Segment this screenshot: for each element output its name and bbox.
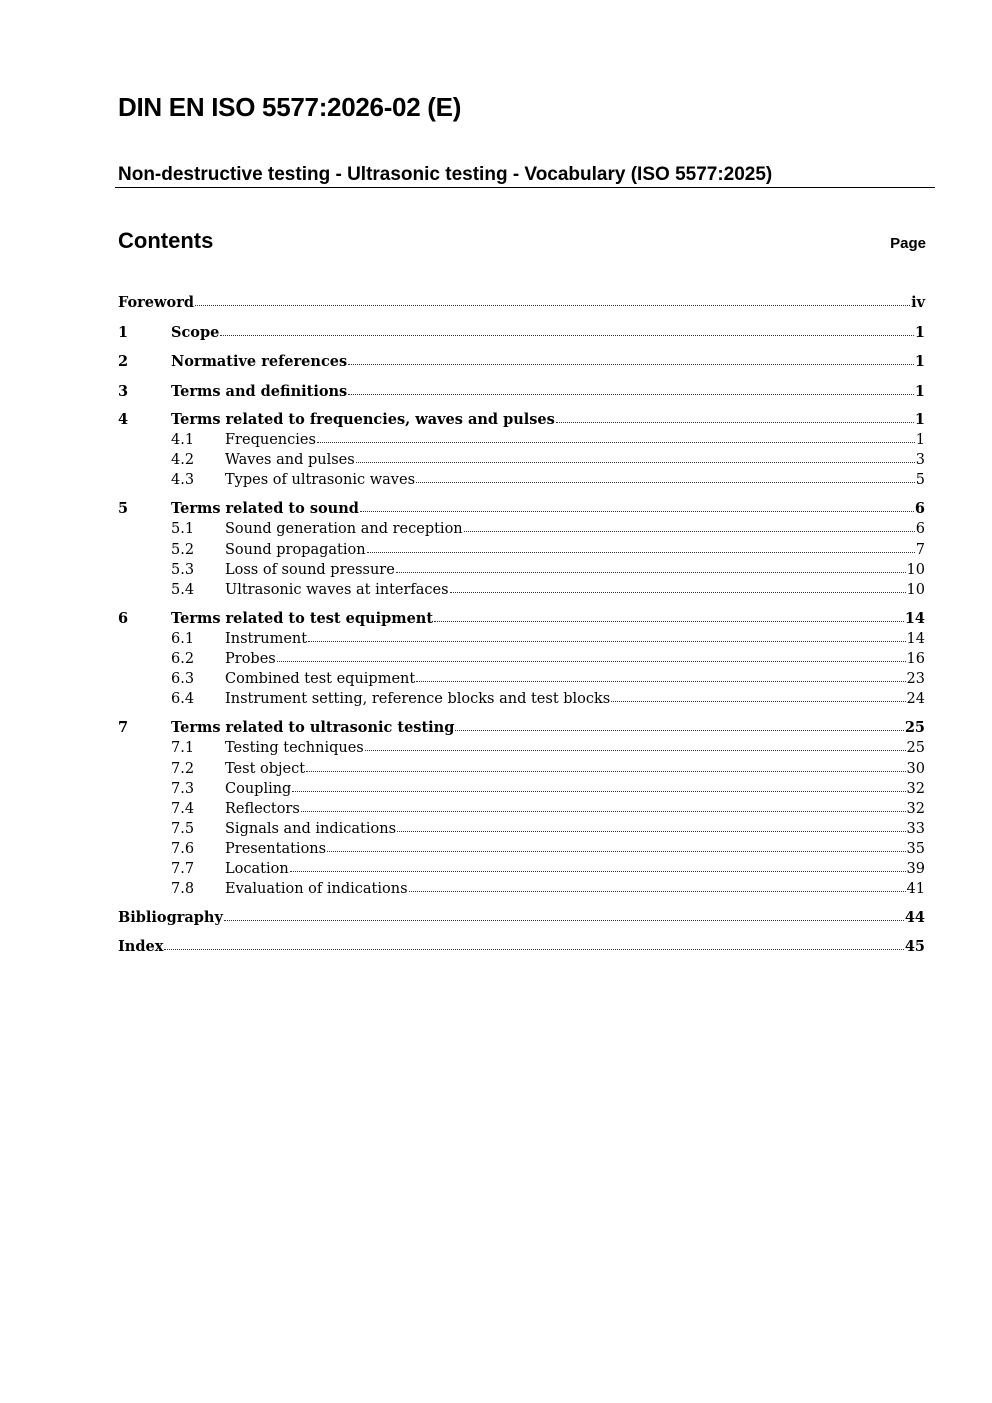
toc-entry-7-8[interactable]: [118, 879, 925, 899]
toc-entry-number: 5.3: [171, 561, 195, 578]
toc-entry-6-1[interactable]: [118, 629, 925, 649]
toc-entry-section-5[interactable]: [118, 499, 925, 519]
toc-entry-number: 7.1: [171, 740, 195, 757]
toc-entry-7-3[interactable]: [118, 779, 925, 799]
toc-entry-page: iv: [911, 294, 925, 311]
toc-entry-page: 6: [915, 521, 925, 538]
dot-leader: [356, 461, 915, 463]
dot-leader: [220, 334, 914, 336]
toc-entry-section-4[interactable]: [118, 410, 925, 430]
dot-leader: [317, 441, 915, 443]
toc-entry-number: 7.6: [171, 840, 195, 857]
dot-leader: [306, 770, 906, 772]
toc-entry-number: 5: [118, 500, 129, 518]
toc-entry-title: Terms related to test equipment: [171, 609, 434, 627]
toc-entry-number: 2: [118, 353, 129, 370]
toc-entry-page: 24: [906, 691, 925, 708]
toc-entry-title: Terms related to frequencies, waves and pulses: [171, 411, 555, 428]
toc-entry-title: Frequencies: [225, 432, 316, 449]
toc-entry-page: 32: [906, 800, 925, 817]
toc-entry-bibliography[interactable]: [118, 908, 925, 937]
toc-entry-title: Test object: [225, 760, 306, 777]
toc-entry-number: 7.5: [171, 820, 195, 837]
toc-entry-title: Sound generation and reception: [225, 521, 463, 538]
toc-entry-page: 33: [906, 820, 925, 837]
toc-entry-7-1[interactable]: [118, 738, 925, 758]
toc-entry-title: Coupling: [225, 780, 292, 797]
dot-leader: [301, 810, 906, 812]
toc-entry-page: 39: [906, 860, 925, 877]
toc-entry-page: 25: [904, 719, 925, 737]
toc-entry-page: 45: [904, 938, 925, 956]
page-column-label: Page: [890, 235, 926, 252]
toc-entry-number: 7.3: [171, 780, 195, 797]
dot-leader: [365, 749, 906, 751]
toc-entry-page: 1: [914, 353, 925, 370]
toc-entry-page: 41: [906, 881, 925, 898]
toc-entry-title: Loss of sound pressure: [225, 561, 395, 578]
toc-entry-page: 25: [906, 740, 925, 757]
toc-entry-page: 1: [915, 432, 925, 449]
toc-entry-title: Scope: [171, 323, 220, 341]
dot-leader: [556, 421, 914, 423]
toc-entry-page: 32: [906, 780, 925, 797]
toc-entry-title: Presentations: [225, 840, 327, 857]
toc-entry-number: 7.8: [171, 881, 195, 898]
toc-entry-number: 7.4: [171, 800, 195, 817]
toc-entry-title: Terms related to sound: [171, 500, 359, 518]
dot-leader: [416, 481, 915, 483]
toc-entry-title: Bibliography: [118, 909, 223, 927]
toc-entry-title: Waves and pulses: [225, 452, 355, 469]
dot-leader: [308, 640, 905, 642]
toc-entry-title: Terms related to ultrasonic testing: [171, 719, 455, 737]
toc-entry-number: 4.2: [171, 452, 195, 469]
dot-leader: [464, 530, 915, 532]
toc-entry-page: 10: [906, 581, 925, 598]
toc-entry-5-1[interactable]: [118, 519, 925, 539]
toc-entry-page: 16: [906, 651, 925, 668]
section-spacer: [118, 490, 925, 499]
toc-entry-title: Index: [118, 938, 164, 956]
section-spacer: [118, 600, 925, 609]
toc-entry-title: Sound propagation: [225, 541, 366, 558]
toc-entry-6-2[interactable]: [118, 649, 925, 669]
dot-leader: [292, 790, 905, 792]
toc-entry-7-6[interactable]: [118, 839, 925, 859]
toc-entry-title: Foreword: [118, 294, 194, 311]
toc-entry-number: 6.3: [171, 671, 195, 688]
toc-entry-index[interactable]: [118, 937, 925, 957]
toc-entry-number: 7: [118, 719, 129, 737]
dot-leader: [397, 830, 906, 832]
toc-entry-number: 5.2: [171, 541, 195, 558]
toc-entry-page: 1: [914, 411, 925, 428]
toc-entry-number: 5.4: [171, 581, 195, 598]
toc-entry-4-2[interactable]: [118, 450, 925, 470]
dot-leader: [327, 850, 905, 852]
toc-entry-6-3[interactable]: [118, 669, 925, 689]
dot-leader: [450, 591, 906, 593]
dot-leader: [611, 700, 905, 702]
title-divider: [115, 187, 935, 188]
toc-entry-number: 3: [118, 382, 129, 400]
toc-entry-6-4[interactable]: [118, 689, 925, 709]
toc-entry-5-2[interactable]: [118, 540, 925, 560]
toc-entry-title: Signals and indications: [225, 820, 397, 837]
toc-entry-title: Location: [225, 860, 289, 877]
dot-leader: [195, 304, 910, 306]
toc-entry-page: 1: [914, 382, 925, 400]
toc-entry-title: Ultrasonic waves at interfaces: [225, 581, 449, 598]
dot-leader: [409, 890, 906, 892]
toc-entry-7-7[interactable]: [118, 859, 925, 879]
toc-entry-title: Evaluation of indications: [225, 881, 408, 898]
dot-leader: [290, 870, 906, 872]
toc-entry-page: 30: [906, 760, 925, 777]
contents-heading: Contents: [118, 228, 214, 253]
toc-entry-number: 7.7: [171, 860, 195, 877]
toc-entry-title: Testing techniques: [225, 740, 364, 757]
toc-entry-page: 23: [906, 671, 925, 688]
toc-entry-page: 5: [915, 472, 925, 489]
toc-entry-number: 1: [118, 323, 129, 341]
toc-entry-title: Types of ultrasonic waves: [225, 472, 416, 489]
toc-entry-page: 44: [904, 909, 925, 927]
section-spacer: [118, 899, 925, 908]
dot-leader: [277, 660, 906, 662]
dot-leader: [164, 948, 903, 950]
toc-entry-foreword[interactable]: [118, 291, 925, 321]
table-of-contents: [118, 291, 925, 957]
toc-entry-number: 6.2: [171, 651, 195, 668]
dot-leader: [348, 363, 914, 365]
toc-entry-section-7[interactable]: [118, 718, 925, 738]
toc-entry-title: Instrument: [225, 630, 308, 647]
toc-entry-title: Reflectors: [225, 800, 300, 817]
dot-leader: [224, 919, 904, 921]
toc-entry-terms-and-definitions[interactable]: [118, 380, 925, 410]
section-spacer: [118, 709, 925, 718]
toc-entry-number: 6.1: [171, 630, 195, 647]
toc-entry-number: 4.1: [171, 432, 195, 449]
toc-entry-title: Terms and definitions: [171, 382, 348, 400]
toc-entry-7-2[interactable]: [118, 759, 925, 779]
toc-entry-page: 1: [914, 323, 925, 341]
toc-entry-title: Instrument setting, reference blocks and test blocks: [225, 691, 611, 708]
toc-entry-page: 10: [906, 561, 925, 578]
toc-entry-7-5[interactable]: [118, 819, 925, 839]
toc-entry-title: Combined test equipment: [225, 671, 416, 688]
toc-entry-title: Probes: [225, 651, 276, 668]
toc-entry-page: 14: [906, 630, 925, 647]
document-title: DIN EN ISO 5577:2026-02 (E): [118, 92, 462, 122]
dot-leader: [367, 551, 915, 553]
toc-entry-title: Normative references: [171, 353, 348, 370]
toc-entry-number: 5.1: [171, 521, 195, 538]
toc-entry-number: 4.3: [171, 472, 195, 489]
toc-entry-number: 6: [118, 609, 129, 627]
toc-entry-4-3[interactable]: [118, 470, 925, 490]
toc-entry-section-6[interactable]: [118, 609, 925, 629]
toc-entry-page: 6: [914, 500, 925, 518]
toc-entry-scope[interactable]: [118, 321, 925, 351]
toc-entry-5-3[interactable]: [118, 560, 925, 580]
dot-leader: [396, 571, 906, 573]
document-subtitle: Non-destructive testing - Ultrasonic testing - Vocabulary (ISO 5577:2025): [118, 164, 773, 185]
toc-entry-page: 14: [904, 609, 925, 627]
dot-leader: [348, 393, 914, 395]
toc-entry-7-4[interactable]: [118, 799, 925, 819]
toc-entry-number: 6.4: [171, 691, 195, 708]
toc-entry-page: 3: [915, 452, 925, 469]
dot-leader: [434, 620, 904, 622]
toc-entry-normative-references[interactable]: [118, 350, 925, 380]
dot-leader: [455, 729, 903, 731]
toc-entry-page: 7: [915, 541, 925, 558]
dot-leader: [360, 510, 914, 512]
toc-entry-page: 35: [906, 840, 925, 857]
toc-entry-4-1[interactable]: [118, 430, 925, 450]
dot-leader: [416, 680, 905, 682]
toc-entry-number: 7.2: [171, 760, 195, 777]
toc-entry-5-4[interactable]: [118, 580, 925, 600]
toc-entry-number: 4: [118, 411, 129, 428]
